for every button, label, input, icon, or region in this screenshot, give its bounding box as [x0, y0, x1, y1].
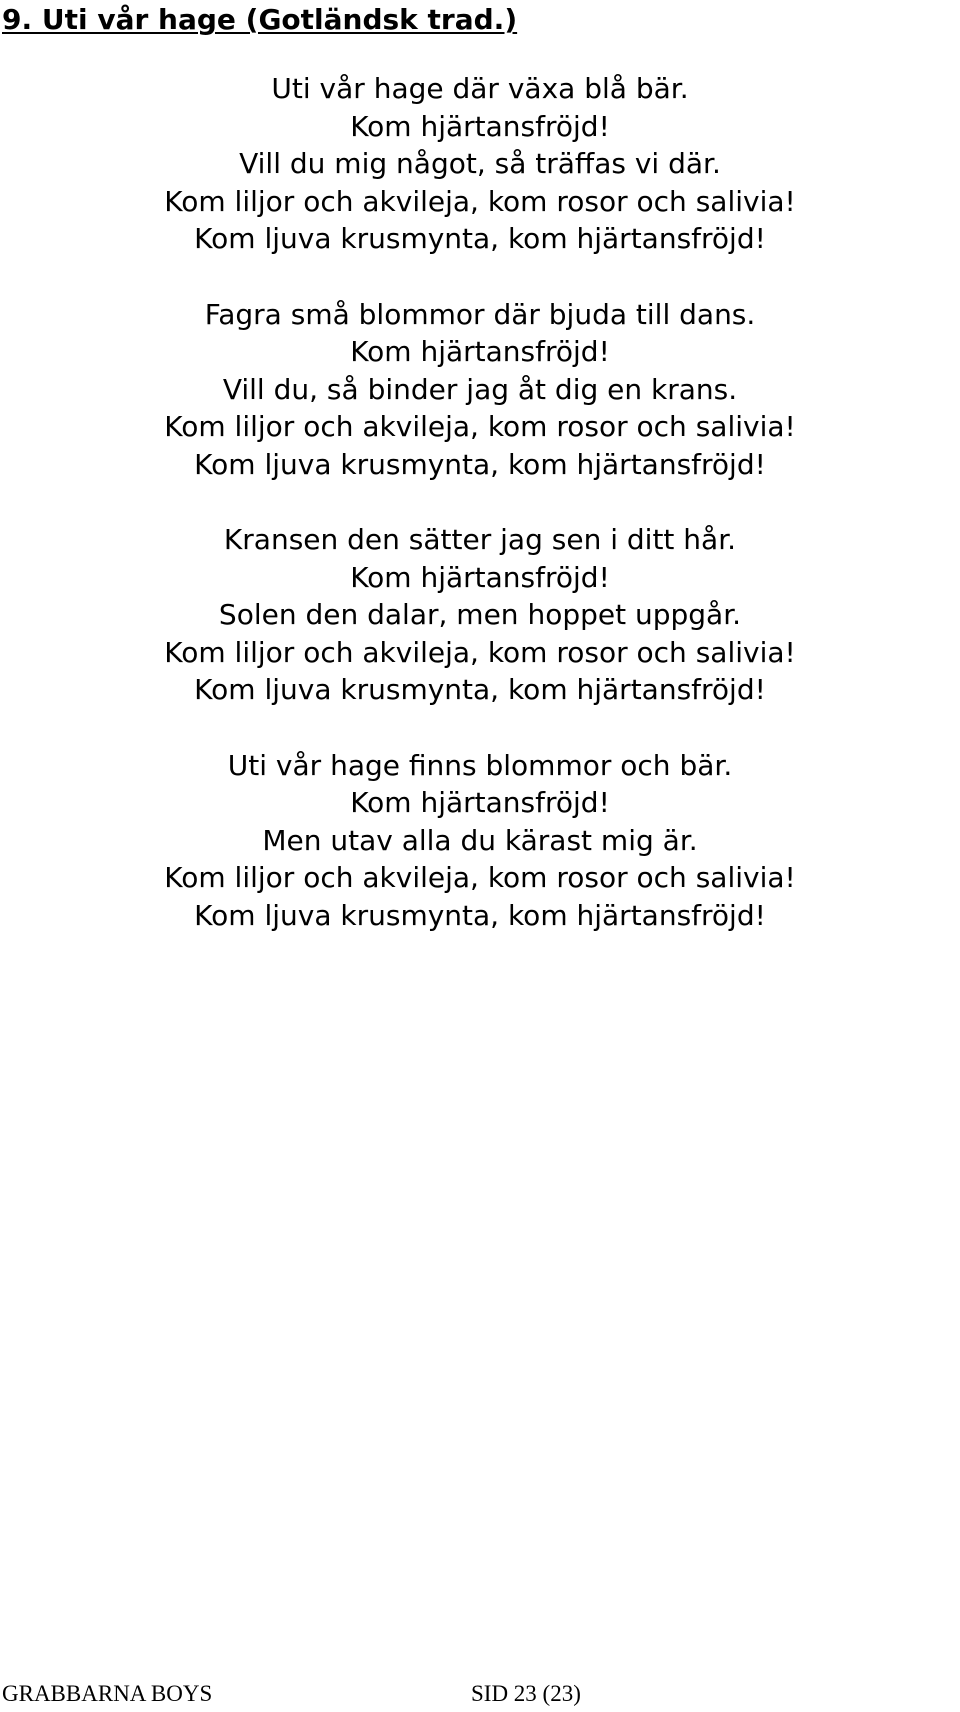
page-footer: [0, 1680, 960, 1708]
lyric-line: Vill du mig något, så träffas vi där.: [239, 147, 721, 180]
lyric-line: Kom hjärtansfröjd!: [350, 335, 610, 368]
lyric-line: Uti vår hage finns blommor och bär.: [227, 748, 733, 782]
lyric-line: Kom liljor och akvileja, kom rosor och salivia!: [164, 861, 796, 894]
lyric-line: Kom ljuva krusmynta, kom hjärtansfröjd!: [194, 222, 766, 255]
lyric-line: Fagra små blommor där bjuda till dans.: [204, 297, 756, 331]
lyrics: [0, 70, 960, 972]
lyric-line: Kom ljuva krusmynta, kom hjärtansfröjd!: [194, 447, 766, 481]
lyric-line: Solen den dalar, men hoppet uppgår.: [218, 598, 742, 631]
verse-1: [0, 70, 960, 258]
verse-4: [0, 747, 960, 935]
lyric-line: Kom ljuva krusmynta, kom hjärtansfröjd!: [194, 898, 766, 932]
lyric-line: Kom liljor och akvileja, kom rosor och salivia!: [164, 410, 796, 443]
lyric-line: Men utav alla du kärast mig är.: [262, 823, 698, 857]
verse-2: [0, 296, 960, 484]
lyric-line: Uti vår hage där växa blå bär.: [271, 72, 689, 105]
lyric-line: Vill du, så binder jag åt dig en krans.: [222, 372, 738, 406]
lyric-line: Kransen den sätter jag sen i ditt hår.: [223, 523, 737, 556]
lyric-line: Kom hjärtansfröjd!: [350, 786, 610, 819]
footer-book-name: GRABBARNA BOYS: [2, 1681, 213, 1706]
lyric-line: Kom liljor och akvileja, kom rosor och salivia!: [164, 635, 796, 669]
lyric-line: Kom liljor och akvileja, kom rosor och salivia!: [164, 184, 796, 218]
lyric-line: Kom ljuva krusmynta, kom hjärtansfröjd!: [194, 673, 766, 706]
verse-3: [0, 521, 960, 709]
song-title: 9. Uti vår hage (Gotländsk trad.): [2, 3, 518, 36]
lyric-line: Kom hjärtansfröjd!: [350, 560, 610, 594]
lyric-line: Kom hjärtansfröjd!: [350, 109, 610, 143]
footer-page-number: SID 23 (23): [471, 1681, 581, 1706]
